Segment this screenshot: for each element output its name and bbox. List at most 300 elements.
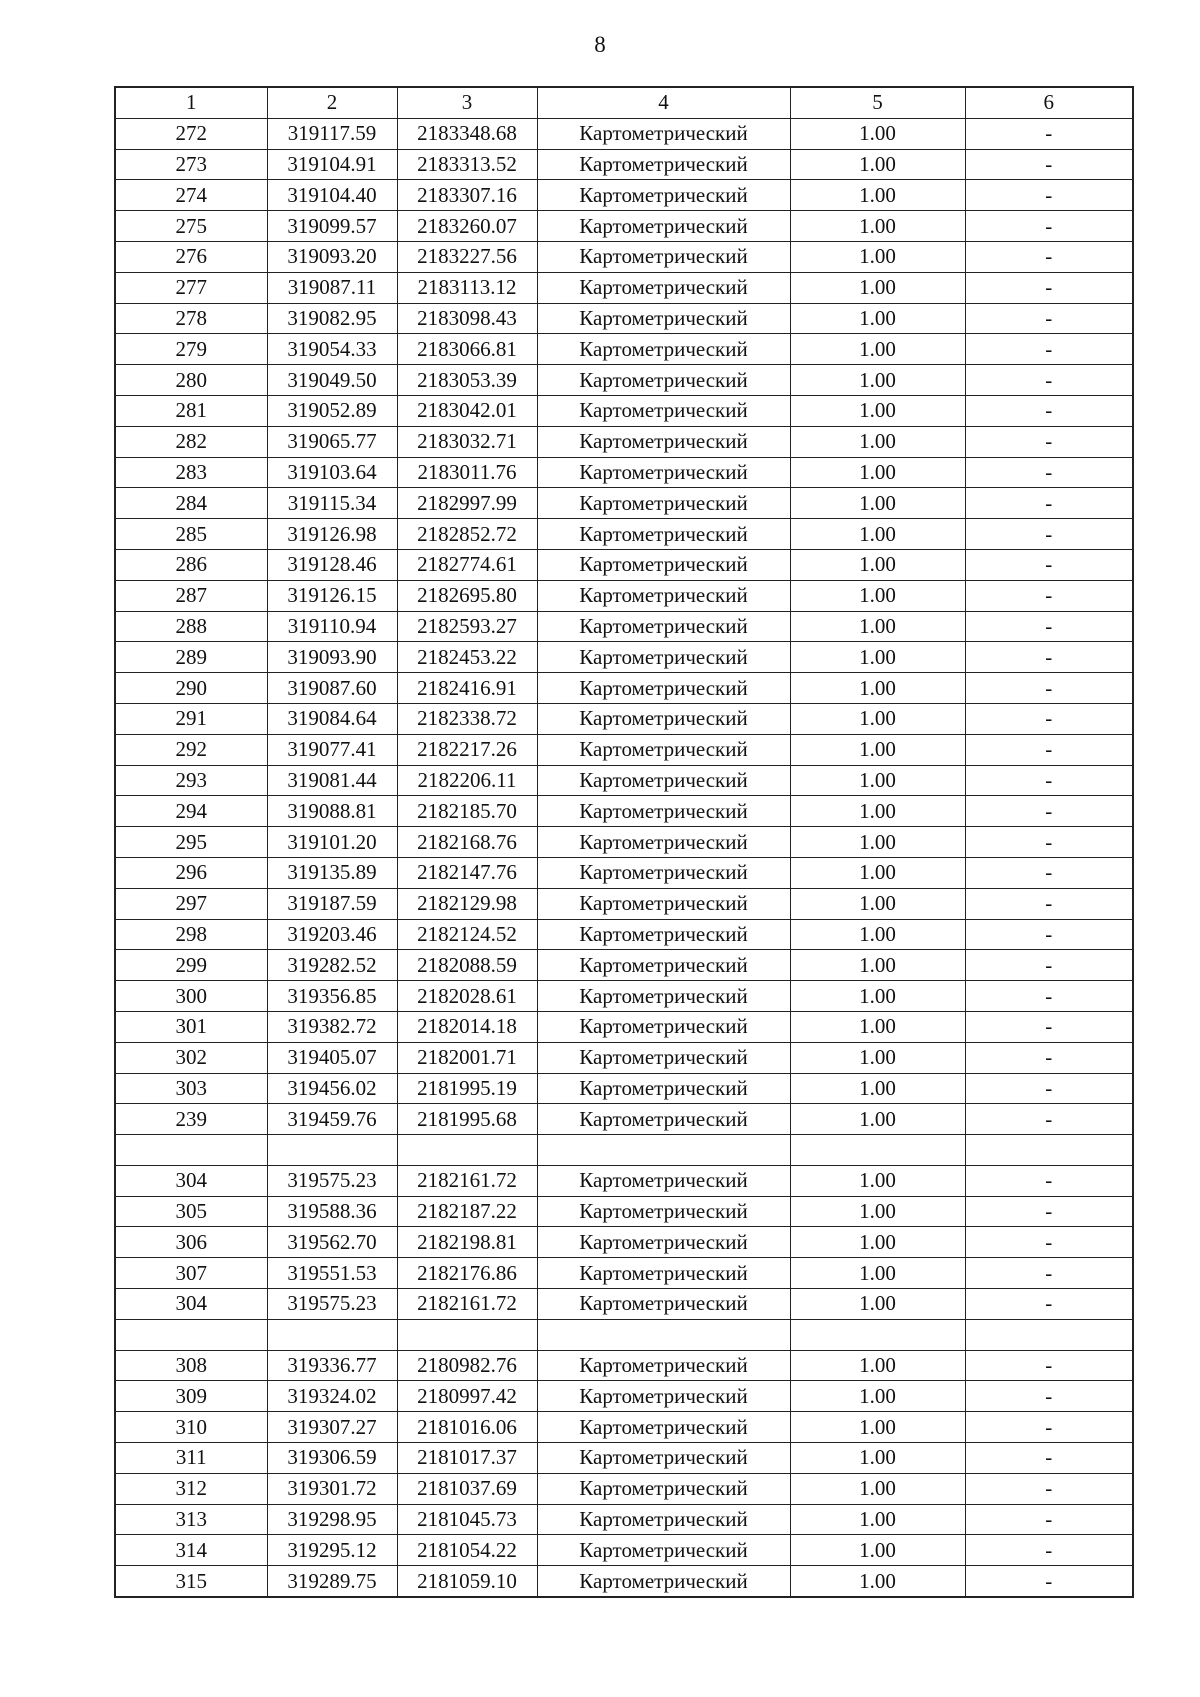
y-coordinate-cell [397,1135,537,1166]
description-cell: - [965,1104,1133,1135]
header-cell-5: 5 [790,87,965,118]
accuracy-cell: 1.00 [790,272,965,303]
point-number-cell: 276 [115,241,267,272]
description-cell: - [965,950,1133,981]
accuracy-cell: 1.00 [790,765,965,796]
header-row [115,87,1133,118]
accuracy-cell: 1.00 [790,703,965,734]
description-cell: - [965,796,1133,827]
point-number-cell: 313 [115,1504,267,1535]
x-coordinate-cell: 319082.95 [267,303,397,334]
table-row [115,888,1133,919]
table-header [115,87,1133,118]
x-coordinate-cell: 319104.91 [267,149,397,180]
description-cell: - [965,734,1133,765]
accuracy-cell: 1.00 [790,149,965,180]
method-cell: Картометрический [537,611,790,642]
method-cell: Картометрический [537,857,790,888]
accuracy-cell: 1.00 [790,1289,965,1320]
table-row [115,1227,1133,1258]
y-coordinate-cell: 2181037.69 [397,1473,537,1504]
point-number-cell: 310 [115,1412,267,1443]
header-cell-2: 2 [267,87,397,118]
description-cell: - [965,334,1133,365]
description-cell: - [965,1350,1133,1381]
description-cell: - [965,827,1133,858]
x-coordinate-cell: 319551.53 [267,1258,397,1289]
description-cell: - [965,241,1133,272]
method-cell: Картометрический [537,241,790,272]
method-cell: Картометрический [537,765,790,796]
x-coordinate-cell: 319117.59 [267,118,397,149]
x-coordinate-cell: 319306.59 [267,1443,397,1474]
description-cell: - [965,673,1133,704]
description-cell: - [965,180,1133,211]
table-row [115,426,1133,457]
x-coordinate-cell: 319588.36 [267,1196,397,1227]
table-row [115,303,1133,334]
method-cell: Картометрический [537,1566,790,1597]
point-number-cell: 293 [115,765,267,796]
accuracy-cell: 1.00 [790,303,965,334]
y-coordinate-cell: 2182593.27 [397,611,537,642]
accuracy-cell: 1.00 [790,1535,965,1566]
table-row [115,1196,1133,1227]
point-number-cell: 272 [115,118,267,149]
accuracy-cell: 1.00 [790,1258,965,1289]
method-cell: Картометрический [537,1258,790,1289]
table-row [115,580,1133,611]
accuracy-cell: 1.00 [790,1381,965,1412]
x-coordinate-cell: 319298.95 [267,1504,397,1535]
method-cell: Картометрический [537,1196,790,1227]
point-number-cell: 302 [115,1042,267,1073]
x-coordinate-cell: 319295.12 [267,1535,397,1566]
x-coordinate-cell: 319562.70 [267,1227,397,1258]
accuracy-cell: 1.00 [790,1227,965,1258]
description-cell: - [965,642,1133,673]
x-coordinate-cell: 319093.90 [267,642,397,673]
description-cell: - [965,211,1133,242]
x-coordinate-cell: 319135.89 [267,857,397,888]
method-cell: Картометрический [537,1011,790,1042]
description-cell: - [965,365,1133,396]
y-coordinate-cell: 2181995.19 [397,1073,537,1104]
table-row [115,1566,1133,1597]
table-row [115,488,1133,519]
method-cell: Картометрический [537,1104,790,1135]
point-number-cell: 305 [115,1196,267,1227]
accuracy-cell: 1.00 [790,1011,965,1042]
description-cell: - [965,1504,1133,1535]
method-cell: Картометрический [537,488,790,519]
accuracy-cell: 1.00 [790,580,965,611]
x-coordinate-cell [267,1319,397,1350]
y-coordinate-cell: 2182001.71 [397,1042,537,1073]
accuracy-cell: 1.00 [790,365,965,396]
point-number-cell: 307 [115,1258,267,1289]
method-cell: Картометрический [537,703,790,734]
accuracy-cell: 1.00 [790,827,965,858]
description-cell: - [965,488,1133,519]
table-row [115,211,1133,242]
table-row [115,149,1133,180]
method-cell: Картометрический [537,519,790,550]
accuracy-cell: 1.00 [790,457,965,488]
point-number-cell: 312 [115,1473,267,1504]
x-coordinate-cell: 319324.02 [267,1381,397,1412]
point-number-cell: 280 [115,365,267,396]
description-cell [965,1319,1133,1350]
point-number-cell: 309 [115,1381,267,1412]
method-cell: Картометрический [537,365,790,396]
x-coordinate-cell: 319087.60 [267,673,397,704]
point-number-cell: 282 [115,426,267,457]
table-row [115,1350,1133,1381]
y-coordinate-cell: 2183313.52 [397,149,537,180]
y-coordinate-cell: 2182088.59 [397,950,537,981]
y-coordinate-cell: 2182695.80 [397,580,537,611]
description-cell: - [965,149,1133,180]
y-coordinate-cell: 2181995.68 [397,1104,537,1135]
method-cell: Картометрический [537,1504,790,1535]
table-row [115,857,1133,888]
x-coordinate-cell: 319126.15 [267,580,397,611]
description-cell: - [965,1473,1133,1504]
description-cell: - [965,611,1133,642]
x-coordinate-cell: 319203.46 [267,919,397,950]
point-number-cell: 283 [115,457,267,488]
x-coordinate-cell: 319065.77 [267,426,397,457]
coordinates-table [114,86,1134,1598]
description-cell: - [965,272,1133,303]
x-coordinate-cell: 319336.77 [267,1350,397,1381]
table-row [115,1319,1133,1350]
page-number: 8 [594,32,606,57]
y-coordinate-cell: 2182124.52 [397,919,537,950]
point-number-cell: 314 [115,1535,267,1566]
point-number-cell: 287 [115,580,267,611]
table-row [115,703,1133,734]
x-coordinate-cell: 319084.64 [267,703,397,734]
method-cell: Картометрический [537,334,790,365]
table-row [115,827,1133,858]
table-row [115,796,1133,827]
point-number-cell: 301 [115,1011,267,1042]
description-cell: - [965,1289,1133,1320]
table-row [115,1104,1133,1135]
x-coordinate-cell: 319126.98 [267,519,397,550]
header-cell-4: 4 [537,87,790,118]
y-coordinate-cell: 2182161.72 [397,1165,537,1196]
table-row [115,981,1133,1012]
y-coordinate-cell: 2182852.72 [397,519,537,550]
y-coordinate-cell: 2182997.99 [397,488,537,519]
x-coordinate-cell: 319103.64 [267,457,397,488]
x-coordinate-cell: 319382.72 [267,1011,397,1042]
point-number-cell: 277 [115,272,267,303]
x-coordinate-cell: 319307.27 [267,1412,397,1443]
method-cell: Картометрический [537,272,790,303]
accuracy-cell: 1.00 [790,888,965,919]
accuracy-cell: 1.00 [790,519,965,550]
table-row [115,1135,1133,1166]
y-coordinate-cell: 2183113.12 [397,272,537,303]
y-coordinate-cell: 2183053.39 [397,365,537,396]
description-cell: - [965,1196,1133,1227]
method-cell: Картометрический [537,734,790,765]
table-row [115,241,1133,272]
method-cell: Картометрический [537,981,790,1012]
method-cell: Картометрический [537,888,790,919]
description-cell: - [965,1412,1133,1443]
table-row [115,1289,1133,1320]
point-number-cell [115,1135,267,1166]
y-coordinate-cell: 2183066.81 [397,334,537,365]
description-cell: - [965,457,1133,488]
table-row [115,272,1133,303]
method-cell: Картометрический [537,580,790,611]
description-cell: - [965,1381,1133,1412]
table-row [115,1504,1133,1535]
y-coordinate-cell: 2182168.76 [397,827,537,858]
point-number-cell: 281 [115,395,267,426]
table-row [115,395,1133,426]
x-coordinate-cell: 319356.85 [267,981,397,1012]
description-cell: - [965,857,1133,888]
table-body [115,118,1133,1597]
accuracy-cell: 1.00 [790,1412,965,1443]
description-cell: - [965,1227,1133,1258]
accuracy-cell: 1.00 [790,180,965,211]
point-number-cell: 304 [115,1165,267,1196]
table-row [115,611,1133,642]
y-coordinate-cell: 2181016.06 [397,1412,537,1443]
accuracy-cell: 1.00 [790,857,965,888]
y-coordinate-cell: 2181017.37 [397,1443,537,1474]
table-row [115,950,1133,981]
method-cell: Картометрический [537,549,790,580]
method-cell: Картометрический [537,211,790,242]
table-row [115,1165,1133,1196]
table-row [115,334,1133,365]
point-number-cell: 315 [115,1566,267,1597]
x-coordinate-cell: 319459.76 [267,1104,397,1135]
y-coordinate-cell: 2182161.72 [397,1289,537,1320]
point-number-cell: 279 [115,334,267,365]
y-coordinate-cell: 2181045.73 [397,1504,537,1535]
table-row [115,765,1133,796]
point-number-cell: 303 [115,1073,267,1104]
y-coordinate-cell: 2181054.22 [397,1535,537,1566]
x-coordinate-cell: 319289.75 [267,1566,397,1597]
point-number-cell [115,1319,267,1350]
accuracy-cell: 1.00 [790,1473,965,1504]
method-cell: Картометрический [537,1535,790,1566]
description-cell: - [965,118,1133,149]
x-coordinate-cell: 319405.07 [267,1042,397,1073]
x-coordinate-cell: 319099.57 [267,211,397,242]
point-number-cell: 306 [115,1227,267,1258]
method-cell: Картометрический [537,796,790,827]
accuracy-cell [790,1319,965,1350]
table-row [115,519,1133,550]
method-cell: Картометрический [537,1381,790,1412]
x-coordinate-cell: 319575.23 [267,1165,397,1196]
x-coordinate-cell: 319128.46 [267,549,397,580]
description-cell: - [965,1011,1133,1042]
accuracy-cell: 1.00 [790,1443,965,1474]
description-cell: - [965,519,1133,550]
accuracy-cell: 1.00 [790,950,965,981]
x-coordinate-cell: 319054.33 [267,334,397,365]
method-cell: Картометрический [537,1073,790,1104]
description-cell: - [965,919,1133,950]
description-cell: - [965,549,1133,580]
point-number-cell: 275 [115,211,267,242]
accuracy-cell: 1.00 [790,118,965,149]
y-coordinate-cell: 2182176.86 [397,1258,537,1289]
point-number-cell: 304 [115,1289,267,1320]
method-cell: Картометрический [537,1412,790,1443]
y-coordinate-cell: 2183032.71 [397,426,537,457]
y-coordinate-cell: 2182147.76 [397,857,537,888]
header-cell-1: 1 [115,87,267,118]
description-cell: - [965,303,1133,334]
table-row [115,1381,1133,1412]
y-coordinate-cell: 2183011.76 [397,457,537,488]
point-number-cell: 273 [115,149,267,180]
y-coordinate-cell: 2183042.01 [397,395,537,426]
x-coordinate-cell: 319101.20 [267,827,397,858]
description-cell [965,1135,1133,1166]
accuracy-cell: 1.00 [790,1073,965,1104]
header-cell-6: 6 [965,87,1133,118]
y-coordinate-cell: 2181059.10 [397,1566,537,1597]
y-coordinate-cell: 2182198.81 [397,1227,537,1258]
accuracy-cell: 1.00 [790,241,965,272]
point-number-cell: 297 [115,888,267,919]
description-cell: - [965,765,1133,796]
method-cell: Картометрический [537,457,790,488]
x-coordinate-cell: 319104.40 [267,180,397,211]
table-row [115,180,1133,211]
description-cell: - [965,426,1133,457]
x-coordinate-cell: 319088.81 [267,796,397,827]
description-cell: - [965,580,1133,611]
point-number-cell: 292 [115,734,267,765]
method-cell: Картометрический [537,827,790,858]
method-cell: Картометрический [537,1443,790,1474]
x-coordinate-cell: 319301.72 [267,1473,397,1504]
x-coordinate-cell: 319052.89 [267,395,397,426]
accuracy-cell: 1.00 [790,1566,965,1597]
table-row [115,919,1133,950]
point-number-cell: 308 [115,1350,267,1381]
x-coordinate-cell: 319115.34 [267,488,397,519]
accuracy-cell: 1.00 [790,734,965,765]
table-row [115,1258,1133,1289]
header-cell-3: 3 [397,87,537,118]
x-coordinate-cell: 319049.50 [267,365,397,396]
accuracy-cell: 1.00 [790,1196,965,1227]
table-row [115,1073,1133,1104]
y-coordinate-cell: 2183260.07 [397,211,537,242]
description-cell: - [965,1258,1133,1289]
y-coordinate-cell: 2182453.22 [397,642,537,673]
point-number-cell: 296 [115,857,267,888]
x-coordinate-cell: 319456.02 [267,1073,397,1104]
point-number-cell: 278 [115,303,267,334]
y-coordinate-cell: 2182416.91 [397,673,537,704]
y-coordinate-cell [397,1319,537,1350]
method-cell: Картометрический [537,1473,790,1504]
y-coordinate-cell: 2182187.22 [397,1196,537,1227]
accuracy-cell: 1.00 [790,919,965,950]
table-row [115,457,1133,488]
description-cell: - [965,703,1133,734]
accuracy-cell: 1.00 [790,1165,965,1196]
accuracy-cell: 1.00 [790,1042,965,1073]
table-row [115,1443,1133,1474]
x-coordinate-cell: 319077.41 [267,734,397,765]
description-cell: - [965,1535,1133,1566]
description-cell: - [965,1042,1133,1073]
point-number-cell: 239 [115,1104,267,1135]
accuracy-cell: 1.00 [790,395,965,426]
method-cell: Картометрический [537,395,790,426]
point-number-cell: 299 [115,950,267,981]
description-cell: - [965,981,1133,1012]
y-coordinate-cell: 2180997.42 [397,1381,537,1412]
accuracy-cell: 1.00 [790,488,965,519]
point-number-cell: 291 [115,703,267,734]
method-cell [537,1135,790,1166]
method-cell: Картометрический [537,642,790,673]
description-cell: - [965,1443,1133,1474]
point-number-cell: 284 [115,488,267,519]
point-number-cell: 294 [115,796,267,827]
point-number-cell: 274 [115,180,267,211]
accuracy-cell [790,1135,965,1166]
point-number-cell: 295 [115,827,267,858]
method-cell: Картометрический [537,1042,790,1073]
accuracy-cell: 1.00 [790,642,965,673]
table-row [115,642,1133,673]
point-number-cell: 285 [115,519,267,550]
description-cell: - [965,1566,1133,1597]
y-coordinate-cell: 2182774.61 [397,549,537,580]
x-coordinate-cell: 319110.94 [267,611,397,642]
accuracy-cell: 1.00 [790,549,965,580]
x-coordinate-cell [267,1135,397,1166]
y-coordinate-cell: 2183227.56 [397,241,537,272]
table-row [115,673,1133,704]
point-number-cell: 289 [115,642,267,673]
accuracy-cell: 1.00 [790,796,965,827]
method-cell: Картометрический [537,1227,790,1258]
description-cell: - [965,1165,1133,1196]
table-row [115,1473,1133,1504]
point-number-cell: 311 [115,1443,267,1474]
y-coordinate-cell: 2182028.61 [397,981,537,1012]
y-coordinate-cell: 2183307.16 [397,180,537,211]
accuracy-cell: 1.00 [790,673,965,704]
method-cell: Картометрический [537,180,790,211]
method-cell: Картометрический [537,950,790,981]
y-coordinate-cell: 2182338.72 [397,703,537,734]
method-cell: Картометрический [537,919,790,950]
